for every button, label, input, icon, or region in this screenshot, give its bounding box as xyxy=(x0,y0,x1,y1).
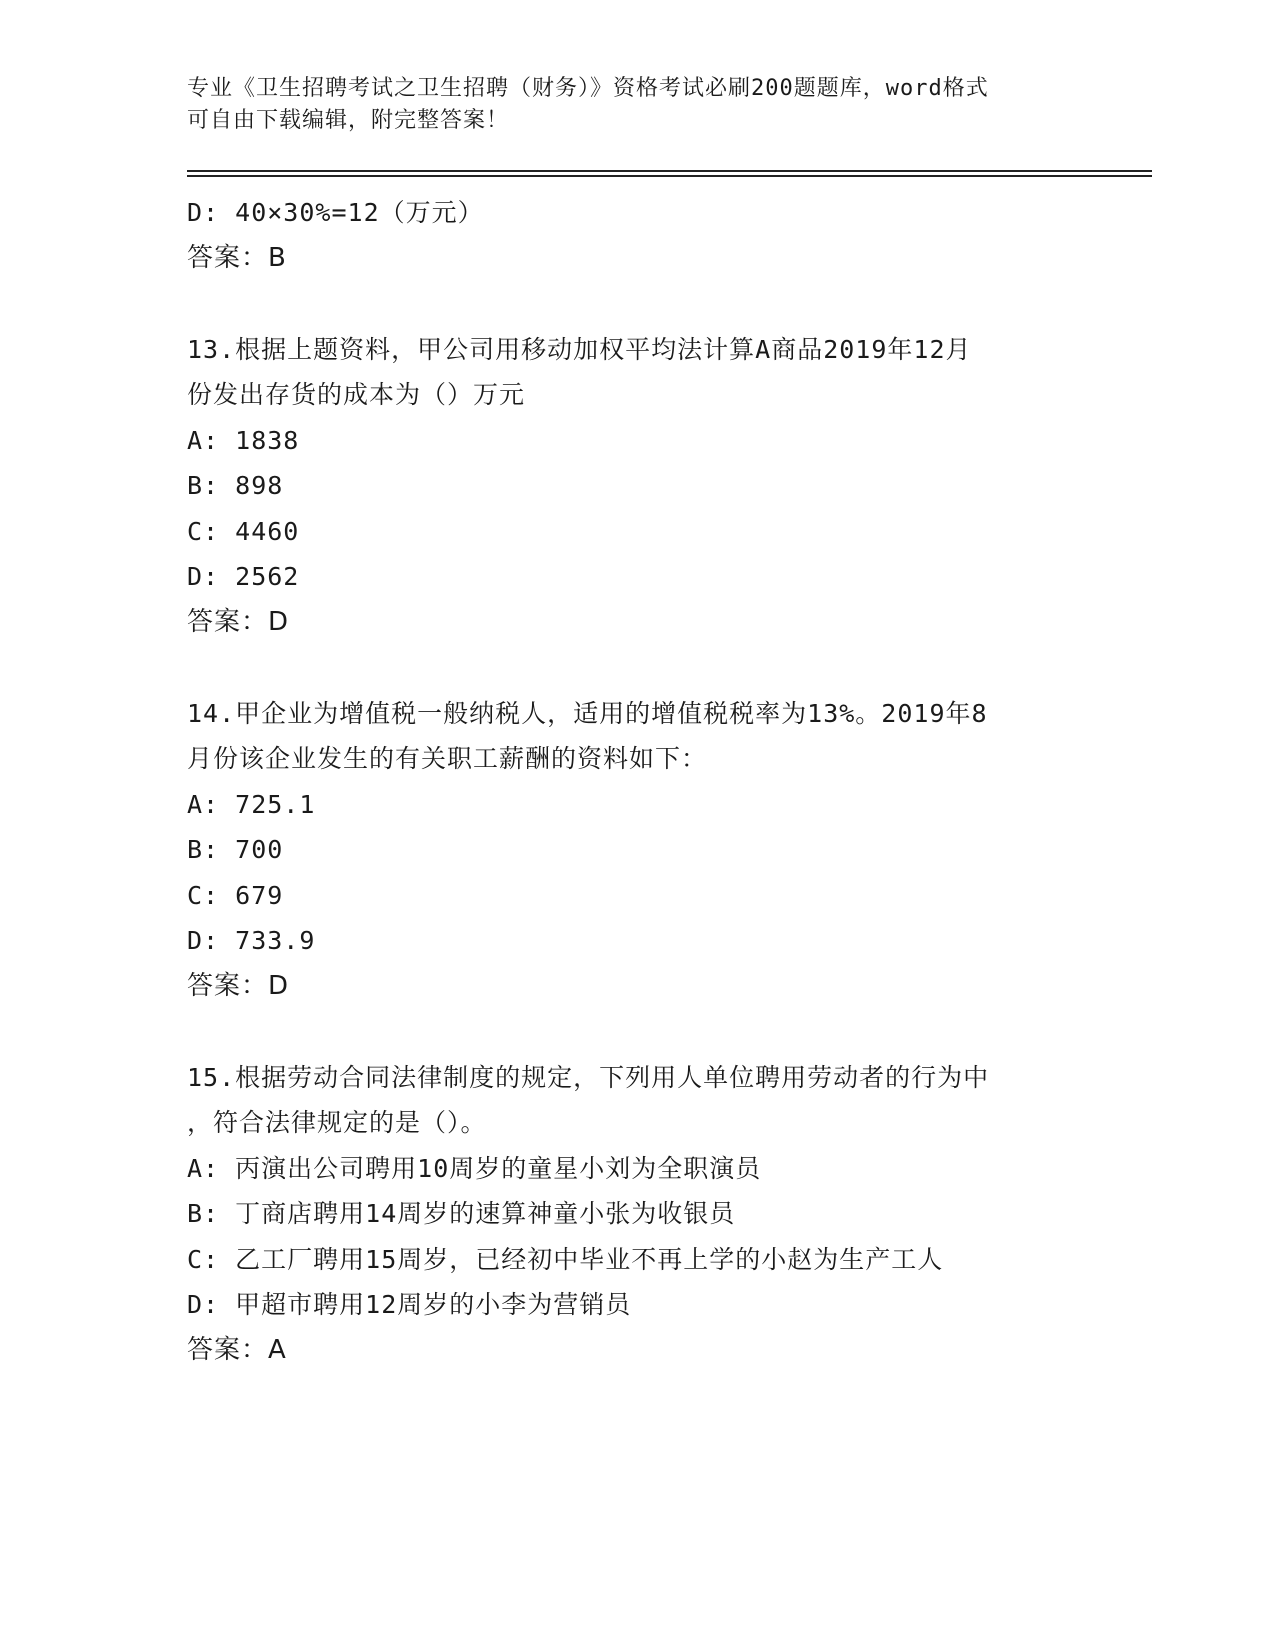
header-divider-top xyxy=(187,170,1152,172)
question-14 xyxy=(187,691,1087,1010)
header-divider-bottom xyxy=(187,175,1152,177)
option-d: D: 733.9 xyxy=(187,926,316,955)
question-text-line-1: 15.根据劳动合同法律制度的规定，下列用人单位聘用劳动者的行为中 xyxy=(187,1062,990,1092)
option-a: A: 725.1 xyxy=(187,789,316,819)
option-b: B: 700 xyxy=(187,835,284,864)
prev-option-d: D: 40×30%=12（万元） xyxy=(187,198,484,227)
option-c: C: 乙工厂聘用15周岁，已经初中毕业不再上学的小赵为生产工人 xyxy=(187,1244,944,1274)
option-a: A: 丙演出公司聘用10周岁的童星小刘为全职演员 xyxy=(187,1153,762,1183)
option-d: D: 2562 xyxy=(187,562,300,591)
question-text-line-1: 13.根据上题资料，甲公司用移动加权平均法计算A商品2019年12月 xyxy=(187,334,972,364)
answer: 答案：D xyxy=(187,970,290,1001)
question-text-line-2: 份发出存货的成本为（）万元 xyxy=(187,380,526,409)
option-a: A: 1838 xyxy=(187,425,300,455)
question-text-line-1: 14.甲企业为增值税一般纳税人，适用的增值税税率为13%。2019年8 xyxy=(187,698,988,728)
prev-answer: 答案：B xyxy=(187,242,287,273)
question-list xyxy=(187,190,1087,1373)
question-13 xyxy=(187,327,1087,646)
document-header xyxy=(187,73,1087,137)
option-b: B: 898 xyxy=(187,471,284,500)
option-d: D: 甲超市聘用12周岁的小李为营销员 xyxy=(187,1290,632,1319)
option-b: B: 丁商店聘用14周岁的速算神童小张为收银员 xyxy=(187,1199,736,1228)
spacer xyxy=(187,1009,1087,1055)
spacer xyxy=(187,645,1087,691)
option-c: C: 4460 xyxy=(187,516,300,546)
question-text-line-2: ，符合法律规定的是（）。 xyxy=(187,1108,487,1137)
answer: 答案：D xyxy=(187,606,290,637)
question-text-line-2: 月份该企业发生的有关职工薪酬的资料如下： xyxy=(187,744,708,773)
option-c: C: 679 xyxy=(187,880,284,910)
header-line-2: 可自由下载编辑，附完整答案！ xyxy=(187,108,510,133)
question-15 xyxy=(187,1055,1087,1374)
answer: 答案：A xyxy=(187,1334,287,1365)
header-line-1: 专业《卫生招聘考试之卫生招聘（财务）》资格考试必刷200题题库，word格式 xyxy=(187,76,989,101)
spacer xyxy=(187,281,1087,327)
